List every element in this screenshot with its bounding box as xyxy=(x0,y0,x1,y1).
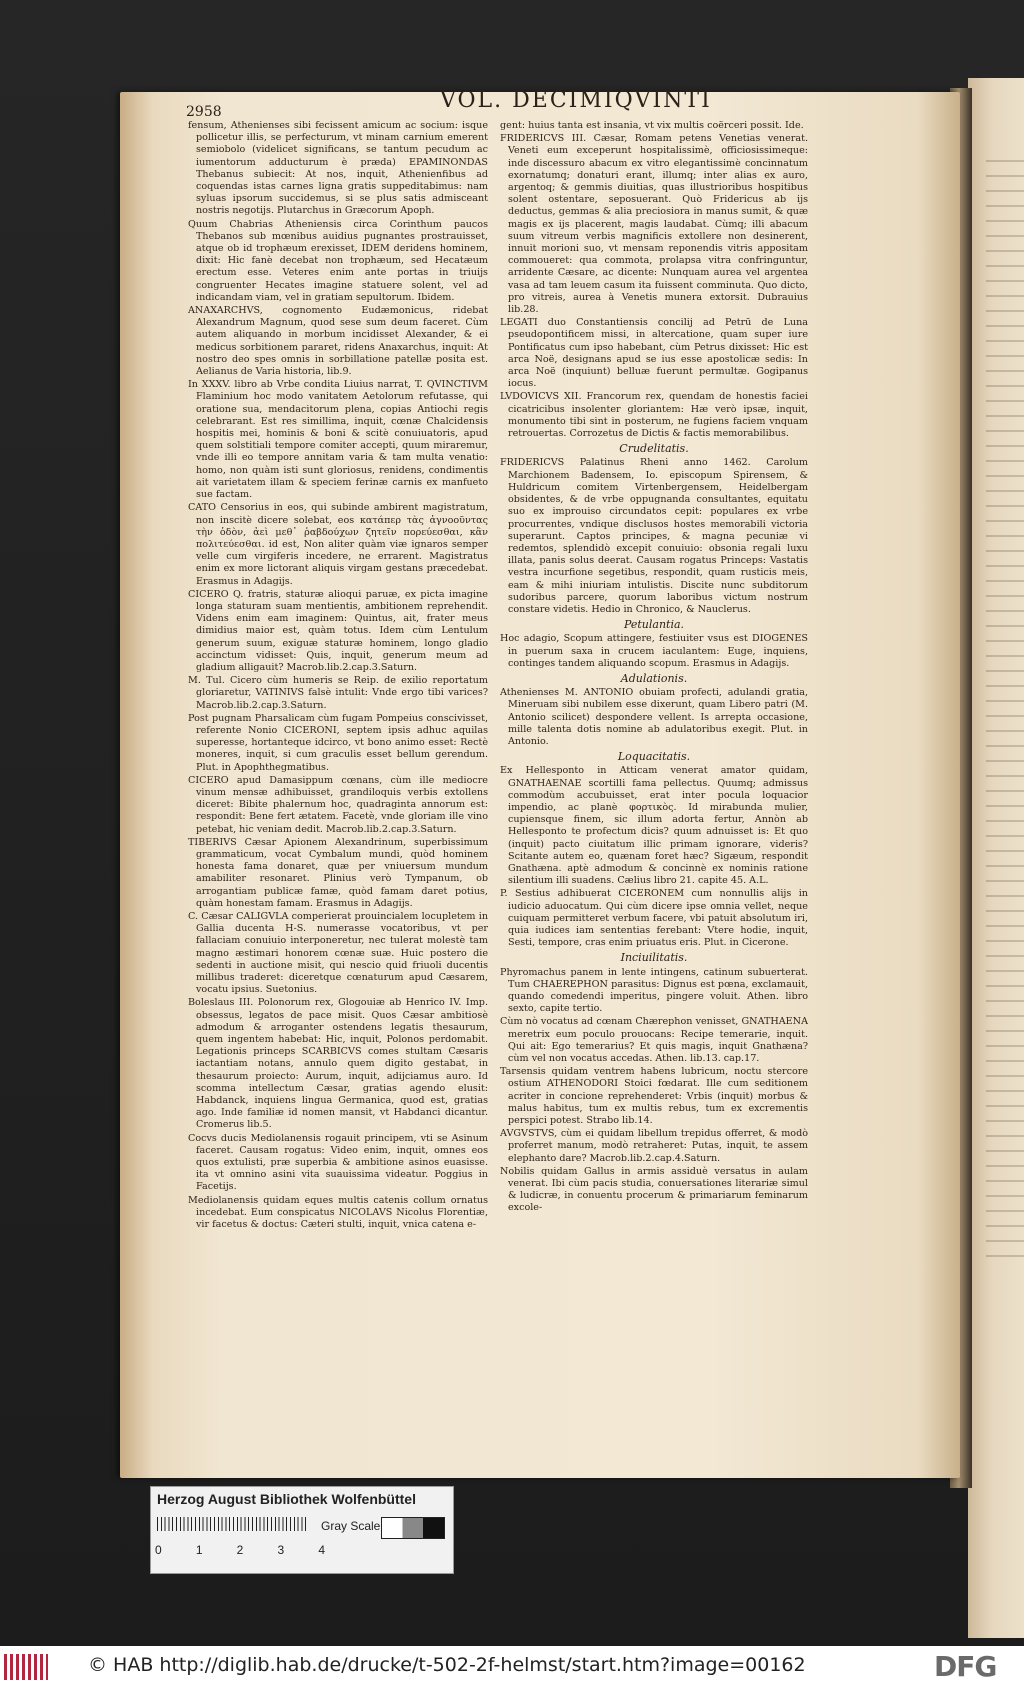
ruler-number: 2 xyxy=(236,1543,244,1557)
paragraph: Cocvs ducis Mediolanensis rogauit principem, vti se Asinum faceret. Causam rogatus: Video enim, inquit, omnes eos quos extulisti, præ superbia & ambitione asinos euasisse. ita vt omnino asini vita suauissima videatur. Poggius in Facetijs. xyxy=(188,1132,488,1193)
paragraph: M. Tul. Cicero cùm humeris se Reip. de exilio reportatum gloriaretur, VATINIVS falsè intulit: Vnde ergo tibi varices? Macrob.lib.2.cap.3.Saturn. xyxy=(188,675,488,711)
paragraph: Tarsensis quidam ventrem habens lubricum, noctu stercore ostium ATHENODORI Stoici fœdarat. Ille cum seditionem acriter in concione reprehenderet: Vrbis (inquit) morbus & malus habitus, tum ex multis rebus, tum ex excrementis perspici potest. Strabo lib.14. xyxy=(500,1066,808,1127)
info-bar xyxy=(0,1646,1024,1686)
section-heading: Adulationis. xyxy=(620,671,688,685)
paragraph: C. Cæsar CALIGVLA comperierat prouincialem locupletem in Gallia ducenta H-S. numerasse vocatoribus, vt per fallaciam conuiuio interponeretur, nec tulerat molestè tam magno æstimari honorem cœnæ suæ. Huic postero die sedenti in auctione misit, qui nescio quid friuoli ducentis millibus traderet: diceretque cœnaturum apud Cæsarem, vocatu ipsius. Suetonius. xyxy=(188,911,488,996)
paragraph: FRIDERICVS Palatinus Rheni anno 1462. Carolum Marchionem Badensem, Io. episcopum Spirensem, & Huldricum comitem Virtenbergensem, Heidelbergam obsidentes, & de vrbe oppugnanda consultantes, equitatu suo ex improuiso circundatos cepit: populares ex vrbe procurrentes, vndique disclusos hostes memorabili victoria superarunt. Captos principes, & magna pecuniæ vi redemtos, splendidò excepit conuiuio: obsonia regali luxu illata, panis solus deerat. Causam rogatus Princeps: Vastatis vestra incurfione segetibus, respondit, quam rusticis meis, eam & mihi iniuriam intulistis. Discite nunc subditorum sudoribus parcere, quorum laboribus victum nostrum constare videtis. Hedio in Chronico, & Nauclerus. xyxy=(500,457,808,615)
gray-scale-label: Gray Scale xyxy=(321,1519,381,1533)
color-scale-card xyxy=(150,1486,454,1574)
paragraph: Mediolanensis quidam eques multis catenis collum ornatus incedebat. Eum conspicatus NICOLAVS Nicolus Florentiæ, vir facetus & doctus: Cæteri stulti, inquit, vnica catena e- xyxy=(188,1194,488,1231)
section-heading: Crudelitatis. xyxy=(619,442,689,456)
paragraph: FRIDERICVS III. Cæsar, Romam petens Venetias venerat. Veneti eum exceperunt hospitalissimè, officiosissimeque: inde discessuro abacum ex vitro elegantissimè concinnatum exornatumq; donaturi erant, illumq; inter alias ex auro, argentoq; & gemmis diuitias, quas illustrioribus hospitibus solent ostentare, seposuerant. Quò Fridericus ab ijs deductus, gemmas & alia preciosiora in manus sumit, & quæ magis ex ijs placerent, magis laudabat. Cùmq; illi abacum suum vitreum verbis magnificis extollere non desinerent, innuit morioni suo, vt mensam reponendis vitris appositam commoueret: qua commota, prolapsa vitra confringuntur, arridente Cæsare, ac dicente: Nunquam aurea vel argentea vasa ad tam leuem casum ita fuissent comminuta. Quo dicto, pro vitreis, aurea à Venetis munera extorsit. Dubrauius lib.28. xyxy=(500,133,808,316)
ruler-number: 1 xyxy=(195,1543,203,1557)
paragraph: Boleslaus III. Polonorum rex, Glogouiæ ab Henrico IV. Imp. obsessus, legatos de pace misit. Quos Cæsar ambitiosè admodum & arroganter ostendens legatis thesaurum, quem ingentem habebat: Hic, inquit, Polonos perdomabit. Legationis princeps SCARBICVS comes stultam Cæsaris iactantiam notans, annulo quem digito gestabat, in thesaurum proiecto: Aurum, inquit, adijciamus auro. Id scomma intellectum Cæsar, gratias agendo elusit: Habdanck, inquiens lingua Germanica, quod est, gratias ago. Inde familiæ id nomen mansit, vt Habdanci dicantur. Cromerus lib.5. xyxy=(188,997,488,1131)
section-heading: Loquacitatis. xyxy=(617,750,691,764)
paragraph: AVGVSTVS, cùm ei quidam libellum trepidus offerret, & modò proferret manum, modò retraheret: Putas, inquit, te assem elephanto dare? Macrob.lib.2.cap.4.Saturn. xyxy=(500,1128,808,1164)
paragraph: LVDOVICVS XII. Francorum rex, quendam de honestis faciei cicatricibus insolenter gloriantem: Hæ verò ipsæ, inquit, monumento tibi sint in posterum, ne fugiens faciem vnquam retrouertas. Corrozetus de Dictis & factis memorabilibus. xyxy=(500,391,808,440)
section-heading: Petulantia. xyxy=(623,618,685,632)
dfg-logo: DFG xyxy=(934,1650,997,1683)
paragraph: CICERO apud Damasippum cœnans, cùm ille mediocre vinum mensæ adhibuisset, grandiloquis verbis extollens diceret: Bibite phalernum hoc, quadraginta annorum est: respondit: Bene fert ætatem. Facetè, vnde gloriam ille vino petebat, hic veniam dedit. Macrob.lib.2.cap.3.Saturn. xyxy=(188,774,488,835)
paragraph: fensum, Athenienses sibi fecissent amicum ac socium: isque pollicetur illis, se perfecturum, vt minam carnium emerent semiobolo (videlicet significans, se tantum pecudum ac iumentorum adducturum è præda) EPAMINONDAS Thebanus subiecit: At nos, inquit, Athenienfibus ad coquendas istas carnes ligna gratis suppeditabimus: nam syluas ipsorum succidemus, si se plus satis admisceant nostris negotijs. Plutarchus in Græcorum Apoph. xyxy=(188,120,488,217)
section-heading: Inciuilitatis. xyxy=(620,951,688,965)
paragraph: Ex Hellesponto in Atticam venerat amator quidam, GNATHAENAE scortilli fama pellectus. Quumq; admissus commodùm accubuisset, erat inter pocula loquacior impendio, ac planè φορτικὸς. Id mirabunda mulier, cupiensque finem, sic illum adorta fertur, Annòn ab Hellesponto te profectum dicis? quum adnuisset is: Et quo (inquit) pacto ciuitatum illic primam ignorare, videris? Scitante autem eo, quænam foret hæc? Sigæum, respondit Gnathæna. aptè admodum & concinnè ex nominis ratione silentium illi suadens. Cælius libro 21. capite 45. A.L. xyxy=(500,765,808,887)
facing-page-text xyxy=(986,160,1024,1260)
paragraph: ANAXARCHVS, cognomento Eudæmonicus, ridebat Alexandrum Magnum, quod sese sum deum faceret. Cùm autem aliquando in morbum incidisset Alexander, & ei medicus sorbitionem pararet, ridens Anaxarchus, inquit: At nostro deo spes omnis in sorbillatione patellæ posita est. Aelianus de Varia historia, lib.9. xyxy=(188,305,488,378)
ruler-number: 3 xyxy=(277,1543,285,1557)
paragraph: P. Sestius adhibuerat CICERONEM cum nonnullis alijs in iudicio aduocatum. Qui cùm dicere ipse omnia vellet, neque cuiquam permitteret verbum facere, vbi patuit absolutum iri, quia iudices iam sententias ferebant: Vtere hodie, inquit, Sesti, tempore, cras enim priuatus eris. Plut. in Cicerone. xyxy=(500,888,808,949)
ruler-number: 0 xyxy=(155,1543,162,1557)
page-number: 2958 xyxy=(186,104,222,120)
paragraph: CICERO Q. fratris, staturæ alioqui paruæ, ex picta imagine longa staturam suam mentientis, ambitionem reprehendit. Videns enim eam imaginem: Quintus, ait, frater meus dimidius maior est, quàm totus. Idem cùm Lentulum generum suum, exiguæ staturæ hominem, longo gladio accinctum vidisset: Quis, inquit, generum meum ad gladium alligauit? Macrob.lib.2.cap.3.Saturn. xyxy=(188,588,488,673)
paragraph: LEGATI duo Constantiensis concilij ad Petrū de Luna pseudopontificem missi, in altercatione, quam super iure Pontificatus cum ipso habebant, cùm Petrus dixisset: Hic est arca Noë, designans apud se ius esse apostolicæ sedis: In arca Noë (inquiunt) belluæ fuerunt permultæ. Gogipanus iocus. xyxy=(500,317,808,390)
paragraph: Quum Chabrias Atheniensis circa Corinthum paucos Thebanos sub mœnibus auidius pugnantes prostrauisset, atque ob id trophæum erexisset, IDEM deridens hominem, dixit: Hic fanè decebat non trophæum, sed Hecatæum erectum esse. Veteres enim ante portas in triuijs congruenter Hecates imagine statuere solent, vel ad indicandam viam, vel in gratiam sepultorum. Ibidem. xyxy=(188,218,488,303)
paragraph: gent: huius tanta est insania, vt vix multis coërceri possit. Ide. xyxy=(500,120,804,131)
ruler-number: 4 xyxy=(318,1543,325,1557)
paragraph: TIBERIVS Cæsar Apionem Alexandrinum, superbissimum grammaticum, vocat Cymbalum mundi, quòd hominem honesta fama donaret, quæ per vniuersum mundum amabiliter resonaret. Plinius verò Tympanum, ob arrogantiam publicæ famæ, quòd famam daret potius, quàm honestam famam. Erasmus in Adagijs. xyxy=(188,836,488,909)
paragraph: Nobilis quidam Gallus in armis assiduè versatus in aulam venerat. Ibi cùm pacis studia, conuersationes literariæ simul & ludicræ, in conuentu procerum & primariarum feminarum excole- xyxy=(500,1165,808,1214)
paragraph: Phyromachus panem in lente intingens, catinum subuerterat. Tum CHAEREPHON parasitus: Dignus est pœna, exclamauit, quando comedendi imperitus, pingere voluit. Athen. libro sexto, capite tertio. xyxy=(500,966,808,1015)
gray-swatches xyxy=(381,1517,445,1539)
paragraph: Hoc adagio, Scopum attingere, festiuiter vsus est DIOGENES in puerum saxa in crucem iaculantem: Euge, inquiens, continges tandem aliquando scopum. Erasmus in Adagijs. xyxy=(500,633,808,669)
text-column-left xyxy=(188,120,488,1345)
ruler-numbers xyxy=(155,1543,325,1557)
paragraph: CATO Censorius in eos, qui subinde ambirent magistratum, non inscitè dicere solebat, eos κατάπερ τὰς ἀγνοοῦντας τὴν ὁδὸν, ἀεὶ μεθ᾽ ῥαβδούχων ζητεῖν πορεύεσθαι, κἂν πολιτεύεσθαι. id est, Non aliter quàm viæ ignaros semper velle cum virgiferis incedere, ne errarent. Magistratus enim ex more lictorant aliquis virgam gestans præcedebat. Erasmus in Adagijs. xyxy=(188,502,488,587)
ruler-icon xyxy=(157,1517,307,1531)
running-head: VOL. DECIMIQVINTI xyxy=(440,88,712,113)
paragraph: Cùm nò vocatus ad cœnam Chærephon venisset, GNATHAENA meretrix eum poculo prouocans: Recipe temerarie, inquit. Qui ait: Ego temerarius? Et quis magis, inquit Gnathæna? cùm vel non vocatus accedas. Athen. lib.13. cap.17. xyxy=(500,1016,808,1065)
hab-logo-icon xyxy=(4,1654,48,1680)
paragraph: In XXXV. libro ab Vrbe condita Liuius narrat, T. QVINCTIVM Flaminium hoc modo vanitatem Aetolorum refutasse, qui oratione sua, mendacitorum plena, copias Antiochi regis celebrarant. Est res simillima, inquit, cœnæ Chalcidensis hospitis mei, hominis & boni & scitè conuiuatoris, apud quem solstitiali tempore comiter accepti, quum miraremur, vnde illi eo tempore annitam varia & tam multa venatio: homo, non quàm isti sunt gloriosus, renidens, condimentis ait varietatem illam & speciem ferinæ carnis ex manfueto sue factam. xyxy=(188,379,488,501)
paragraph: Post pugnam Pharsalicam cùm fugam Pompeius conscivisset, referente Nonio CICERONI, septem ipsis adhuc aquilas superesse, hortanteque idcirco, vt bono animo esset: Rectè moneres, inquit, si cum graculis esset bellum gerendum. Plut. in Apophthegmatibus. xyxy=(188,712,488,773)
text-column-right xyxy=(500,120,808,1345)
paragraph: Athenienses M. ANTONIO obuiam profecti, adulandi gratia, Mineruam sibi nubilem esse dixerunt, quam Libero patri (M. Antonio scilicet) despondere vellent. Is arrepta occasione, mille talenta dotis nomine ab adulatoribus exegit. Plut. in Antonio. xyxy=(500,687,808,747)
scale-title: Herzog August Bibliothek Wolfenbüttel xyxy=(157,1491,416,1507)
source-url[interactable]: © HAB http://diglib.hab.de/drucke/t-502-2f-helmst/start.htm?image=00162 xyxy=(88,1654,806,1676)
